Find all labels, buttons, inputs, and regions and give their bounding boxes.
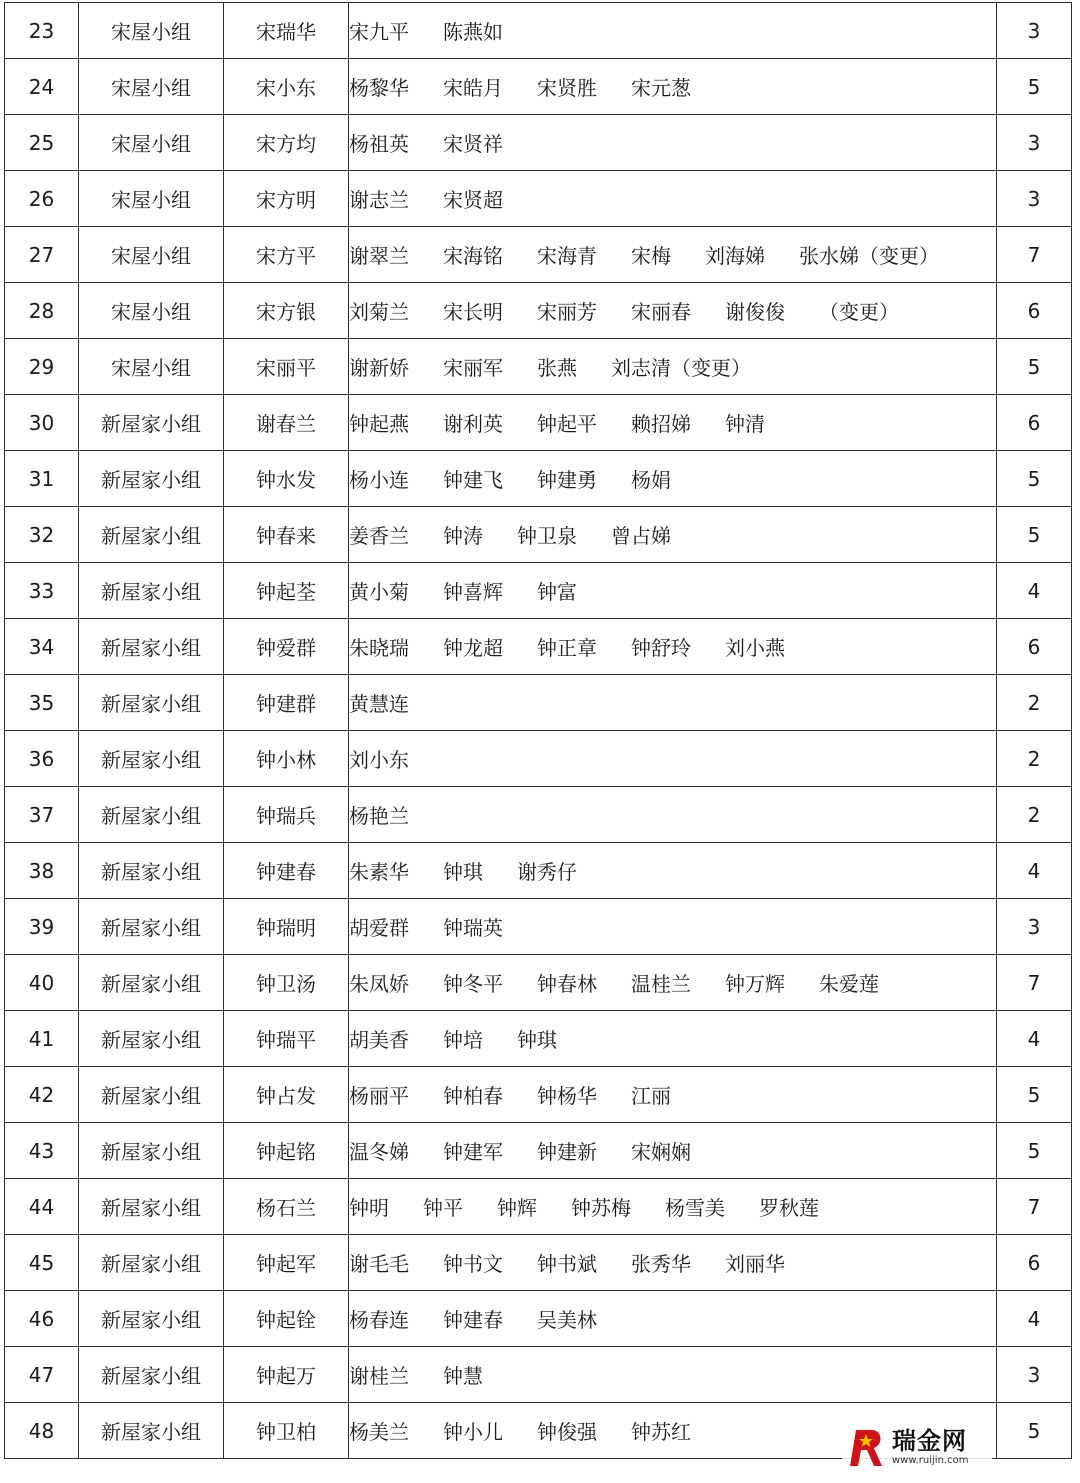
members-cell — [349, 843, 997, 899]
member-name: 胡爱群 — [349, 916, 409, 940]
household-head-cell: 钟瑞平 — [224, 1011, 349, 1067]
household-head-cell: 钟春来 — [224, 507, 349, 563]
member-name: 吴美林 — [537, 1308, 597, 1332]
members-cell — [349, 787, 997, 843]
table-row — [5, 955, 1072, 1011]
member-name: （变更） — [819, 300, 899, 324]
member-count-cell: 5 — [997, 1403, 1072, 1459]
member-name: 宋贤胜 — [537, 76, 597, 100]
row-number-cell: 48 — [5, 1403, 79, 1459]
member-name: 钟俊强 — [537, 1420, 597, 1444]
member-name: 钟建军 — [443, 1140, 503, 1164]
member-name: 朱晓瑞 — [349, 636, 409, 660]
member-name: 钟清 — [725, 412, 765, 436]
members-cell — [349, 1011, 997, 1067]
member-name: 钟涛 — [443, 524, 483, 548]
member-name: 谢秀仔 — [517, 860, 577, 884]
group-cell: 新屋家小组 — [79, 955, 224, 1011]
members-cell — [349, 1347, 997, 1403]
household-head-cell: 钟起荃 — [224, 563, 349, 619]
row-number-cell: 26 — [5, 171, 79, 227]
row-number-cell: 28 — [5, 283, 79, 339]
member-name: 钟辉 — [497, 1196, 537, 1220]
member-count-cell: 2 — [997, 675, 1072, 731]
household-head-cell: 钟建群 — [224, 675, 349, 731]
member-name: 钟建新 — [537, 1140, 597, 1164]
member-count-cell: 5 — [997, 339, 1072, 395]
table-row — [5, 1123, 1072, 1179]
member-count-cell: 6 — [997, 619, 1072, 675]
members-cell — [349, 1067, 997, 1123]
member-count-cell: 7 — [997, 1179, 1072, 1235]
member-count-cell: 3 — [997, 1347, 1072, 1403]
member-name: 钟建春 — [443, 1308, 503, 1332]
members-cell — [349, 451, 997, 507]
member-count-cell: 4 — [997, 1011, 1072, 1067]
table-row — [5, 1011, 1072, 1067]
member-name: 宋九平 — [349, 20, 409, 44]
member-name: 张燕 — [537, 356, 577, 380]
member-name: 钟书文 — [443, 1252, 503, 1276]
members-cell — [349, 731, 997, 787]
group-cell: 新屋家小组 — [79, 451, 224, 507]
household-head-cell: 宋瑞华 — [224, 3, 349, 59]
row-number-cell: 25 — [5, 115, 79, 171]
member-name: 胡美香 — [349, 1028, 409, 1052]
member-name: 钟起平 — [537, 412, 597, 436]
member-name: 刘海娣 — [705, 244, 765, 268]
household-head-cell: 钟起铨 — [224, 1291, 349, 1347]
member-name: 宋长明 — [443, 300, 503, 324]
group-cell: 新屋家小组 — [79, 563, 224, 619]
group-cell: 新屋家小组 — [79, 395, 224, 451]
members-cell — [349, 395, 997, 451]
row-number-cell: 31 — [5, 451, 79, 507]
table-row — [5, 563, 1072, 619]
group-cell: 新屋家小组 — [79, 1011, 224, 1067]
table-row — [5, 619, 1072, 675]
member-name: 杨小连 — [349, 468, 409, 492]
group-cell: 宋屋小组 — [79, 171, 224, 227]
member-name: 钟龙超 — [443, 636, 503, 660]
member-count-cell: 5 — [997, 451, 1072, 507]
group-cell: 新屋家小组 — [79, 843, 224, 899]
household-head-cell: 钟瑞明 — [224, 899, 349, 955]
member-name: 钟正章 — [537, 636, 597, 660]
table-row — [5, 115, 1072, 171]
household-head-cell: 钟卫柏 — [224, 1403, 349, 1459]
table-row — [5, 171, 1072, 227]
table-row — [5, 1067, 1072, 1123]
row-number-cell: 23 — [5, 3, 79, 59]
member-name: 钟小儿 — [443, 1420, 503, 1444]
group-cell: 新屋家小组 — [79, 1235, 224, 1291]
household-head-cell: 钟瑞兵 — [224, 787, 349, 843]
member-name: 谢利英 — [443, 412, 503, 436]
table-row — [5, 59, 1072, 115]
member-name: 钟春林 — [537, 972, 597, 996]
members-cell — [349, 675, 997, 731]
row-number-cell: 30 — [5, 395, 79, 451]
member-count-cell: 5 — [997, 1123, 1072, 1179]
member-name: 钟建勇 — [537, 468, 597, 492]
member-name: 刘丽华 — [725, 1252, 785, 1276]
member-name: 罗秋莲 — [759, 1196, 819, 1220]
member-name: 谢新娇 — [349, 356, 409, 380]
member-name: 宋海铭 — [443, 244, 503, 268]
row-number-cell: 42 — [5, 1067, 79, 1123]
row-number-cell: 47 — [5, 1347, 79, 1403]
member-count-cell: 6 — [997, 395, 1072, 451]
table-row — [5, 1291, 1072, 1347]
members-cell — [349, 115, 997, 171]
member-name: 宋丽军 — [443, 356, 503, 380]
members-cell — [349, 507, 997, 563]
member-count-cell: 5 — [997, 1067, 1072, 1123]
member-name: 宋梅 — [631, 244, 671, 268]
household-head-cell: 杨石兰 — [224, 1179, 349, 1235]
group-cell: 宋屋小组 — [79, 3, 224, 59]
members-cell — [349, 1179, 997, 1235]
member-name: 朱爱莲 — [819, 972, 879, 996]
group-cell: 宋屋小组 — [79, 59, 224, 115]
household-head-cell: 钟小林 — [224, 731, 349, 787]
member-name: 钟冬平 — [443, 972, 503, 996]
household-head-cell: 钟爱群 — [224, 619, 349, 675]
member-name: 钟瑞英 — [443, 916, 503, 940]
member-name: 钟明 — [349, 1196, 389, 1220]
member-name: 宋贤超 — [443, 188, 503, 212]
row-number-cell: 29 — [5, 339, 79, 395]
member-name: 张秀华 — [631, 1252, 691, 1276]
members-cell — [349, 899, 997, 955]
group-cell: 新屋家小组 — [79, 1291, 224, 1347]
household-head-cell: 钟占发 — [224, 1067, 349, 1123]
member-name: 刘小燕 — [725, 636, 785, 660]
row-number-cell: 41 — [5, 1011, 79, 1067]
member-count-cell: 3 — [997, 899, 1072, 955]
group-cell: 宋屋小组 — [79, 115, 224, 171]
member-name: 黄小菊 — [349, 580, 409, 604]
table-row — [5, 1179, 1072, 1235]
member-name: 谢志兰 — [349, 188, 409, 212]
row-number-cell: 46 — [5, 1291, 79, 1347]
member-name: 钟苏红 — [631, 1420, 691, 1444]
watermark-url: www.ruijin.com — [892, 1454, 969, 1466]
group-cell: 新屋家小组 — [79, 507, 224, 563]
members-cell — [349, 3, 997, 59]
member-name: 钟培 — [443, 1028, 483, 1052]
member-name: 宋娴娴 — [631, 1140, 691, 1164]
group-cell: 新屋家小组 — [79, 619, 224, 675]
household-head-cell: 钟起万 — [224, 1347, 349, 1403]
member-count-cell: 3 — [997, 171, 1072, 227]
household-head-cell: 宋方平 — [224, 227, 349, 283]
household-head-cell: 钟起军 — [224, 1235, 349, 1291]
member-name: 杨艳兰 — [349, 804, 409, 828]
member-name: 杨春连 — [349, 1308, 409, 1332]
members-cell — [349, 563, 997, 619]
member-name: 宋丽芳 — [537, 300, 597, 324]
table-row — [5, 787, 1072, 843]
household-head-cell: 宋方明 — [224, 171, 349, 227]
row-number-cell: 34 — [5, 619, 79, 675]
table-row — [5, 843, 1072, 899]
member-count-cell: 3 — [997, 115, 1072, 171]
row-number-cell: 45 — [5, 1235, 79, 1291]
row-number-cell: 39 — [5, 899, 79, 955]
table-row — [5, 675, 1072, 731]
member-count-cell: 6 — [997, 1235, 1072, 1291]
group-cell: 新屋家小组 — [79, 1123, 224, 1179]
household-head-cell: 宋小东 — [224, 59, 349, 115]
members-cell — [349, 619, 997, 675]
member-name: 张水娣（变更） — [799, 244, 939, 268]
row-number-cell: 24 — [5, 59, 79, 115]
group-cell: 宋屋小组 — [79, 283, 224, 339]
member-name: 宋元葱 — [631, 76, 691, 100]
group-cell: 宋屋小组 — [79, 339, 224, 395]
member-name: 宋皓月 — [443, 76, 503, 100]
member-count-cell: 5 — [997, 59, 1072, 115]
table-row — [5, 339, 1072, 395]
member-name: 赖招娣 — [631, 412, 691, 436]
member-name: 宋丽春 — [631, 300, 691, 324]
member-name: 朱凤娇 — [349, 972, 409, 996]
roster-body — [5, 3, 1072, 1459]
member-name: 钟卫泉 — [517, 524, 577, 548]
group-cell: 新屋家小组 — [79, 731, 224, 787]
members-cell — [349, 283, 997, 339]
group-cell: 新屋家小组 — [79, 787, 224, 843]
member-count-cell: 3 — [997, 3, 1072, 59]
member-name: 刘小东 — [349, 748, 409, 772]
member-name: 钟建飞 — [443, 468, 503, 492]
members-cell — [349, 1291, 997, 1347]
table-row — [5, 227, 1072, 283]
household-head-cell: 宋丽平 — [224, 339, 349, 395]
group-cell: 新屋家小组 — [79, 899, 224, 955]
member-name: 杨雪美 — [665, 1196, 725, 1220]
table-row — [5, 451, 1072, 507]
member-name: 杨美兰 — [349, 1420, 409, 1444]
members-cell — [349, 1123, 997, 1179]
ruijin-logo-icon — [842, 1424, 888, 1470]
row-number-cell: 40 — [5, 955, 79, 1011]
member-name: 钟柏春 — [443, 1084, 503, 1108]
table-row — [5, 899, 1072, 955]
household-head-cell: 宋方均 — [224, 115, 349, 171]
row-number-cell: 27 — [5, 227, 79, 283]
household-head-cell: 钟卫汤 — [224, 955, 349, 1011]
member-name: 钟舒玲 — [631, 636, 691, 660]
household-head-cell: 钟起铭 — [224, 1123, 349, 1179]
member-name: 谢桂兰 — [349, 1364, 409, 1388]
member-name: 温桂兰 — [631, 972, 691, 996]
row-number-cell: 32 — [5, 507, 79, 563]
row-number-cell: 33 — [5, 563, 79, 619]
member-name: 杨丽平 — [349, 1084, 409, 1108]
member-name: 钟苏梅 — [571, 1196, 631, 1220]
member-name: 钟万辉 — [725, 972, 785, 996]
table-row — [5, 507, 1072, 563]
row-number-cell: 36 — [5, 731, 79, 787]
member-name: 谢俊俊 — [725, 300, 785, 324]
member-name: 谢毛毛 — [349, 1252, 409, 1276]
table-row — [5, 395, 1072, 451]
members-cell — [349, 1235, 997, 1291]
member-count-cell: 4 — [997, 1291, 1072, 1347]
member-name: 杨祖英 — [349, 132, 409, 156]
member-name: 钟琪 — [443, 860, 483, 884]
table-row — [5, 731, 1072, 787]
group-cell: 新屋家小组 — [79, 1067, 224, 1123]
member-count-cell: 4 — [997, 563, 1072, 619]
member-name: 朱素华 — [349, 860, 409, 884]
member-name: 钟喜辉 — [443, 580, 503, 604]
table-row — [5, 3, 1072, 59]
member-name: 杨黎华 — [349, 76, 409, 100]
member-count-cell: 7 — [997, 955, 1072, 1011]
member-name: 钟慧 — [443, 1364, 483, 1388]
member-count-cell: 7 — [997, 227, 1072, 283]
household-head-cell: 钟水发 — [224, 451, 349, 507]
member-name: 钟书斌 — [537, 1252, 597, 1276]
member-count-cell: 2 — [997, 787, 1072, 843]
member-name: 姜香兰 — [349, 524, 409, 548]
member-name: 钟平 — [423, 1196, 463, 1220]
row-number-cell: 44 — [5, 1179, 79, 1235]
watermark — [842, 1419, 992, 1475]
member-name: 钟杨华 — [537, 1084, 597, 1108]
members-cell — [349, 227, 997, 283]
group-cell: 新屋家小组 — [79, 1179, 224, 1235]
members-cell — [349, 339, 997, 395]
member-name: 温冬娣 — [349, 1140, 409, 1164]
member-count-cell: 5 — [997, 507, 1072, 563]
member-name: 黄慧连 — [349, 692, 409, 716]
household-head-cell: 钟建春 — [224, 843, 349, 899]
household-roster-table — [4, 2, 1072, 1459]
member-name: 谢翠兰 — [349, 244, 409, 268]
group-cell: 新屋家小组 — [79, 675, 224, 731]
group-cell: 新屋家小组 — [79, 1403, 224, 1459]
table-row — [5, 1235, 1072, 1291]
table-row — [5, 1347, 1072, 1403]
member-name: 宋贤祥 — [443, 132, 503, 156]
members-cell — [349, 171, 997, 227]
household-head-cell: 宋方银 — [224, 283, 349, 339]
member-name: 钟起燕 — [349, 412, 409, 436]
row-number-cell: 35 — [5, 675, 79, 731]
member-name: 刘菊兰 — [349, 300, 409, 324]
member-name: 钟琪 — [517, 1028, 557, 1052]
row-number-cell: 37 — [5, 787, 79, 843]
member-name: 曾占娣 — [611, 524, 671, 548]
member-name: 钟富 — [537, 580, 577, 604]
group-cell: 宋屋小组 — [79, 227, 224, 283]
members-cell — [349, 59, 997, 115]
member-name: 杨娟 — [631, 468, 671, 492]
member-count-cell: 4 — [997, 843, 1072, 899]
member-name: 刘志清（变更） — [611, 356, 751, 380]
table-row — [5, 283, 1072, 339]
member-name: 江丽 — [631, 1084, 671, 1108]
members-cell — [349, 955, 997, 1011]
member-name: 宋海青 — [537, 244, 597, 268]
group-cell: 新屋家小组 — [79, 1347, 224, 1403]
household-head-cell: 谢春兰 — [224, 395, 349, 451]
row-number-cell: 38 — [5, 843, 79, 899]
member-count-cell: 2 — [997, 731, 1072, 787]
watermark-brand: 瑞金网 — [892, 1426, 967, 1455]
member-name: 陈燕如 — [443, 20, 503, 44]
row-number-cell: 43 — [5, 1123, 79, 1179]
member-count-cell: 6 — [997, 283, 1072, 339]
